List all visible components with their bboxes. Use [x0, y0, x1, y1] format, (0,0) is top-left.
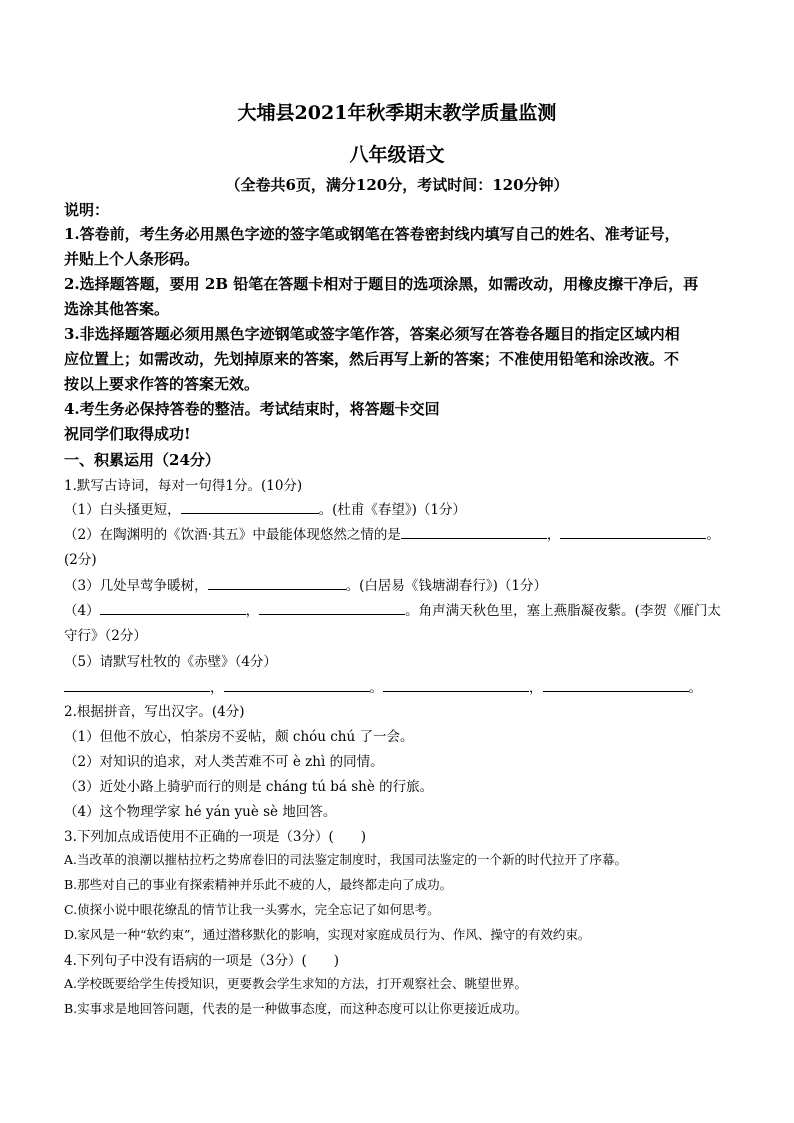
question-2-4: （4）这个物理学家 hé yán yuè sè 地回答。	[64, 804, 337, 820]
instruction-line: 4.考生务必保持答卷的整洁。考试结束时，将答题卡交回	[64, 400, 440, 418]
instruction-line: 祝同学们取得成功!	[64, 425, 191, 443]
question-3-option-c: C.侦探小说中眼花缭乱的情节让我一头雾水，完全忘记了如何思考。	[64, 902, 440, 917]
question-3-option-a: A.当改革的浪潮以摧枯拉朽之势席卷旧的司法鉴定制度时，我国司法鉴定的一个新的时代拉开了序幕。	[64, 852, 628, 867]
answer-blank[interactable]	[100, 600, 246, 615]
answer-blank[interactable]	[383, 677, 529, 692]
answer-blank[interactable]	[224, 677, 370, 692]
question-1-4-cont: 守行》（2分）	[64, 628, 147, 644]
exam-title: 大埔县2021年秋季期末教学质量监测	[237, 102, 557, 124]
instruction-line: 2.选择题答题，要用 2B 铅笔在答题卡相对于题目的选项涂黑，如需改动，用橡皮擦干净后，再	[64, 275, 699, 293]
answer-blank[interactable]	[181, 499, 319, 514]
question-2-stem: 2.根据拼音，写出汉字。(4分)	[64, 704, 245, 720]
question-1-stem: 1.默写古诗词，每对一句得1分。(10分)	[64, 478, 303, 494]
question-4-option-b: B.实事求是地回答问题，代表的是一种做事态度，而这种态度可以让你更接近成功。	[64, 1001, 528, 1016]
question-1-5-blanks: ， 。 ， 。	[64, 676, 702, 696]
question-2-3: （3）近处小路上骑驴而行的则是 cháng tú bá shè 的行旅。	[64, 779, 434, 795]
exam-info: （全卷共6页，满分120分，考试时间：120分钟）	[225, 176, 569, 194]
instruction-line: 1.答卷前，考生务必用黑色字迹的签字笔或钢笔在答卷密封线内填写自己的姓名、准考证号，	[64, 225, 680, 243]
question-1-5-stem: （5）请默写杜牧的《赤壁》（4分）	[64, 654, 277, 670]
answer-blank[interactable]	[543, 677, 689, 692]
instructions-heading: 说明：	[64, 201, 110, 219]
instruction-line: 应位置上；如需改动，先划掉原来的答案，然后再写上新的答案；不准使用铅笔和涂改液。不	[64, 350, 680, 368]
question-3-option-b: B.那些对自己的事业有探索精神并乐此不疲的人，最终都走向了成功。	[64, 877, 453, 892]
question-3-stem: 3.下列加点成语使用不正确的一项是（3分）( )	[64, 829, 367, 845]
answer-blank[interactable]	[259, 600, 405, 615]
question-1-2: （2）在陶渊明的《饮酒·其五》中最能体现悠然之情的是 ， 。	[64, 523, 720, 543]
instruction-line: 3.非选择题答题必须用黑色字迹钢笔或签字笔作答，答案必须写在答卷各题目的指定区域内相	[64, 325, 680, 343]
answer-blank[interactable]	[401, 524, 547, 539]
question-3-option-d: D.家风是一种“软约束”，通过潜移默化的影响，实现对家庭成员行为、作风、操守的有效约束。	[64, 927, 591, 942]
question-1-3: （3）几处早莺争暖树， 。(白居易《钱塘湖春行》)（1分）	[64, 574, 547, 594]
question-score: (2分)	[64, 552, 97, 568]
question-4-option-a: A.学校既要给学生传授知识，更要教会学生求知的方法，打开观察社会、眺望世界。	[64, 976, 528, 991]
question-2-1: （1）但他不放心，怕茶房不妥帖，颇 chóu chú 了一会。	[64, 729, 414, 745]
exam-subject: 八年级语文	[349, 144, 445, 166]
instruction-line: 并贴上个人条形码。	[64, 250, 200, 268]
question-1-1: （1）白头搔更短， 。(杜甫《春望》)（1分）	[64, 498, 466, 518]
question-4-stem: 4.下列句子中没有语病的一项是（3分）( )	[64, 953, 340, 969]
answer-blank[interactable]	[64, 677, 210, 692]
answer-blank[interactable]	[560, 524, 706, 539]
section-heading: 一、积累运用（24分）	[64, 451, 220, 469]
answer-blank[interactable]	[208, 575, 346, 590]
instruction-line: 选涂其他答案。	[64, 300, 170, 318]
question-2-2: （2）对知识的追求，对人类苦难不可 è zhì 的同情。	[64, 754, 384, 770]
instruction-line: 按以上要求作答的答案无效。	[64, 375, 260, 393]
question-1-4: （4） ， 。角声满天秋色里，塞上燕脂凝夜紫。(李贺《雁门太	[64, 599, 721, 619]
